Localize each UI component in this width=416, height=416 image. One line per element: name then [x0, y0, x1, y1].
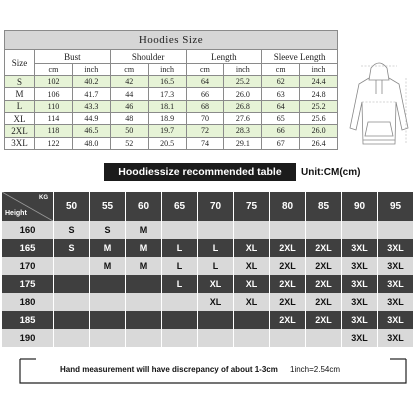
unit-header: inch	[300, 63, 338, 75]
size-cell: XL	[234, 275, 270, 293]
size-cell: L	[162, 257, 198, 275]
measure-cell: 64	[186, 76, 224, 88]
size-row	[5, 88, 338, 100]
size-cell	[54, 257, 90, 275]
size-cell	[54, 293, 90, 311]
measure-cell: 46.5	[72, 125, 110, 137]
measure-cell: 66	[262, 125, 300, 137]
weight-header: 70	[198, 192, 234, 221]
size-cell: 3XL	[378, 275, 414, 293]
measure-cell: 48.0	[72, 137, 110, 149]
height-row	[2, 239, 414, 257]
size-cell: 2XL	[270, 311, 306, 329]
weight-header: 90	[342, 192, 378, 221]
measurement-note	[18, 357, 408, 385]
height-label: 160	[2, 221, 54, 239]
measure-cell: 25.2	[300, 100, 338, 112]
measure-cell: 26.4	[300, 137, 338, 149]
size-cell: M	[126, 221, 162, 239]
measure-cell: 40.2	[72, 76, 110, 88]
measure-cell: 62	[262, 76, 300, 88]
size-cell	[162, 329, 198, 347]
size-cell	[270, 329, 306, 347]
weight-header: 95	[378, 192, 414, 221]
size-cell	[378, 221, 414, 239]
height-row	[2, 293, 414, 311]
measure-cell: 44	[110, 88, 148, 100]
measure-cell: 122	[35, 137, 73, 149]
measure-cell: 46	[110, 100, 148, 112]
measure-cell: 68	[186, 100, 224, 112]
size-cell: M	[90, 257, 126, 275]
size-cell	[342, 221, 378, 239]
size-cell	[162, 221, 198, 239]
size-cell	[198, 311, 234, 329]
measure-cell: 18.9	[148, 113, 186, 125]
size-cell	[198, 329, 234, 347]
size-row	[5, 137, 338, 149]
size-cell: 3XL	[342, 311, 378, 329]
size-cell	[162, 293, 198, 311]
sleeve-length-header: Sleeve Length	[262, 50, 338, 63]
size-cell	[126, 293, 162, 311]
measure-cell: 27.6	[224, 113, 262, 125]
size-cell: 3XL	[342, 293, 378, 311]
unit-header: cm	[35, 63, 73, 75]
measure-cell: 20.5	[148, 137, 186, 149]
hoodies-size-table	[4, 30, 338, 150]
measure-cell: 66	[186, 88, 224, 100]
size-cell: 3XL	[378, 239, 414, 257]
height-axis-label: Height	[5, 210, 27, 217]
size-cell: 3XL	[378, 293, 414, 311]
measure-cell: 110	[35, 100, 73, 112]
size-cell: M	[90, 239, 126, 257]
size-cell: L	[198, 257, 234, 275]
size-label: M	[5, 88, 35, 100]
size-label: 3XL	[5, 137, 35, 149]
measure-cell: 50	[110, 125, 148, 137]
measure-cell: 102	[35, 76, 73, 88]
size-cell: 3XL	[378, 257, 414, 275]
size-cell	[54, 311, 90, 329]
size-cell: 2XL	[306, 311, 342, 329]
measure-cell: 70	[186, 113, 224, 125]
measure-cell: 26.8	[224, 100, 262, 112]
height-row	[2, 221, 414, 239]
size-label: S	[5, 76, 35, 88]
bust-header: Bust	[35, 50, 111, 63]
size-cell: XL	[234, 239, 270, 257]
measure-cell: 43.3	[72, 100, 110, 112]
size-cell: 2XL	[306, 275, 342, 293]
measure-cell: 24.8	[300, 88, 338, 100]
measure-cell: 106	[35, 88, 73, 100]
weight-header: 60	[126, 192, 162, 221]
size-cell	[234, 311, 270, 329]
unit-header: inch	[72, 63, 110, 75]
measure-cell: 28.3	[224, 125, 262, 137]
size-column-header: Size	[5, 50, 35, 76]
measure-cell: 65	[262, 113, 300, 125]
size-cell: M	[126, 257, 162, 275]
size-row	[5, 76, 338, 88]
height-label: 185	[2, 311, 54, 329]
size-label: 2XL	[5, 125, 35, 137]
measure-cell: 18.1	[148, 100, 186, 112]
size-cell: 3XL	[378, 311, 414, 329]
measure-cell: 64	[262, 100, 300, 112]
measure-cell: 48	[110, 113, 148, 125]
height-row	[2, 275, 414, 293]
weight-header: 80	[270, 192, 306, 221]
size-label: XL	[5, 113, 35, 125]
height-row	[2, 257, 414, 275]
size-cell	[90, 275, 126, 293]
size-row	[5, 113, 338, 125]
measure-cell: 26.0	[224, 88, 262, 100]
height-label: 170	[2, 257, 54, 275]
size-cell	[234, 221, 270, 239]
table-corner-header	[2, 192, 54, 221]
weight-header: 75	[234, 192, 270, 221]
measure-cell: 63	[262, 88, 300, 100]
size-cell: 2XL	[270, 293, 306, 311]
unit-header: inch	[148, 63, 186, 75]
measure-cell: 42	[110, 76, 148, 88]
size-cell	[306, 329, 342, 347]
measure-cell: 118	[35, 125, 73, 137]
unit-header: cm	[110, 63, 148, 75]
measure-cell: 29.1	[224, 137, 262, 149]
size-cell	[306, 221, 342, 239]
height-label: 190	[2, 329, 54, 347]
size-cell: 3XL	[378, 329, 414, 347]
weight-header: 65	[162, 192, 198, 221]
weight-header: 55	[90, 192, 126, 221]
size-cell	[90, 293, 126, 311]
size-cell	[270, 221, 306, 239]
hoodie-measurement-illustration	[344, 58, 414, 152]
unit-header: cm	[186, 63, 224, 75]
size-cell: S	[54, 239, 90, 257]
measure-cell: 41.7	[72, 88, 110, 100]
size-recommendation-table	[2, 192, 414, 347]
size-cell: XL	[198, 293, 234, 311]
height-label: 180	[2, 293, 54, 311]
size-cell	[234, 329, 270, 347]
size-cell: XL	[234, 257, 270, 275]
measure-cell: 52	[110, 137, 148, 149]
size-cell	[90, 311, 126, 329]
unit-header: inch	[224, 63, 262, 75]
size-cell: 2XL	[270, 239, 306, 257]
size-cell	[126, 329, 162, 347]
size-cell	[162, 311, 198, 329]
unit-label: Unit:CM(cm)	[301, 167, 361, 178]
size-cell: 2XL	[306, 257, 342, 275]
size-cell	[126, 275, 162, 293]
unit-header: cm	[262, 63, 300, 75]
measure-cell: 26.0	[300, 125, 338, 137]
size-cell	[126, 311, 162, 329]
size-cell: XL	[234, 293, 270, 311]
inch-conversion-note: 1inch=2.54cm	[290, 365, 341, 374]
length-header: Length	[186, 50, 262, 63]
size-table-title: Hoodies Size	[5, 31, 338, 50]
measure-cell: 25.2	[224, 76, 262, 88]
measure-cell: 74	[186, 137, 224, 149]
size-cell: 3XL	[342, 239, 378, 257]
size-cell: 2XL	[270, 257, 306, 275]
measure-cell: 16.5	[148, 76, 186, 88]
size-cell: 3XL	[342, 329, 378, 347]
size-cell: M	[126, 239, 162, 257]
shoulder-header: Shoulder	[110, 50, 186, 63]
size-cell: S	[54, 221, 90, 239]
size-cell	[198, 221, 234, 239]
height-label: 175	[2, 275, 54, 293]
measure-cell: 72	[186, 125, 224, 137]
size-cell: 2XL	[306, 293, 342, 311]
size-cell: 3XL	[342, 275, 378, 293]
size-cell: L	[198, 239, 234, 257]
size-cell: 2XL	[270, 275, 306, 293]
size-cell	[54, 275, 90, 293]
measure-cell: 114	[35, 113, 73, 125]
size-cell: 2XL	[306, 239, 342, 257]
recommended-table-heading: Hoodiessize recommended table	[104, 163, 296, 181]
size-row	[5, 100, 338, 112]
measure-cell: 44.9	[72, 113, 110, 125]
height-label: 165	[2, 239, 54, 257]
measure-cell: 24.4	[300, 76, 338, 88]
size-cell: 3XL	[342, 257, 378, 275]
weight-header: 50	[54, 192, 90, 221]
size-cell: S	[90, 221, 126, 239]
size-cell: L	[162, 239, 198, 257]
measure-cell: 17.3	[148, 88, 186, 100]
height-row	[2, 329, 414, 347]
weight-axis-label: KG	[39, 195, 48, 201]
measure-cell: 67	[262, 137, 300, 149]
weight-header: 85	[306, 192, 342, 221]
size-label: L	[5, 100, 35, 112]
size-row	[5, 125, 338, 137]
size-cell: L	[162, 275, 198, 293]
height-row	[2, 311, 414, 329]
measure-cell: 25.6	[300, 113, 338, 125]
size-cell	[90, 329, 126, 347]
discrepancy-note: Hand measurement will have discrepancy of about 1-3cm	[60, 365, 278, 374]
measure-cell: 19.7	[148, 125, 186, 137]
size-cell: XL	[198, 275, 234, 293]
size-cell	[54, 329, 90, 347]
